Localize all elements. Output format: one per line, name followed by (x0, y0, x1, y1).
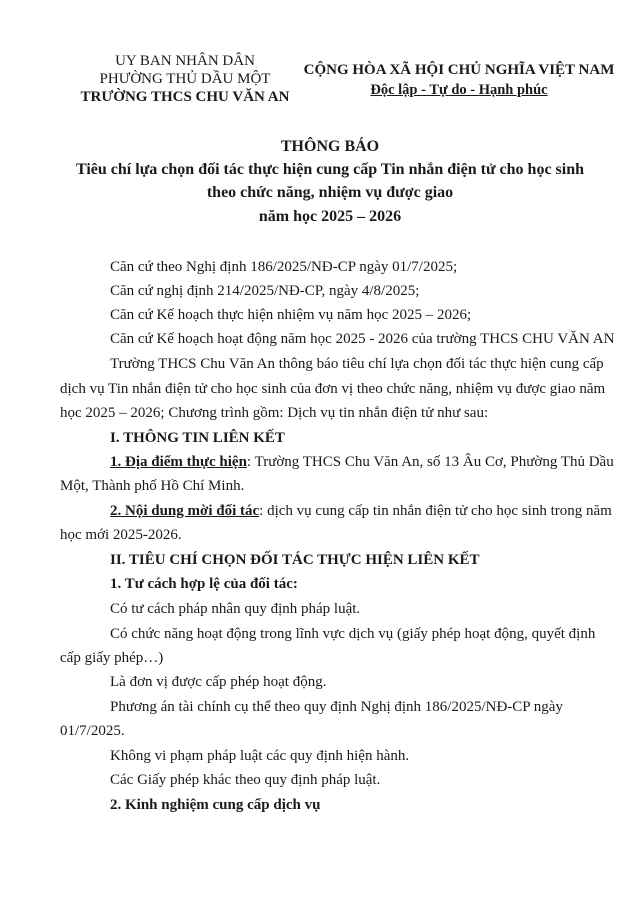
doc-title: THÔNG BÁO (280, 138, 380, 155)
section-1-item-1-cont: Một, Thành phố Hồ Chí Minh. (60, 478, 245, 494)
section-1-item-2-cont: học mới 2025-2026. (60, 527, 182, 543)
section-1-heading: I. THÔNG TIN LIÊN KẾT (110, 430, 285, 446)
criterion-1: Có tư cách pháp nhân quy định pháp luật. (110, 601, 361, 617)
doc-subtitle-3: năm học 2025 – 2026 (258, 208, 402, 225)
section-2-sub-2: 2. Kinh nghiệm cung cấp dịch vụ (110, 797, 321, 813)
criterion-6: Các Giấy phép khác theo quy định pháp luật. (110, 772, 381, 788)
nation-name: CỘNG HÒA XÃ HỘI CHỦ NGHĨA VIỆT NAM (303, 62, 615, 78)
section-1-item-1 (110, 450, 614, 474)
section-2-heading: II. TIÊU CHÍ CHỌN ĐỐI TÁC THỰC HIỆN LIÊN KẾT (110, 552, 480, 568)
criterion-3: Là đơn vị được cấp phép hoạt động. (110, 674, 327, 690)
item-1-label: 1. Địa điểm thực hiện (110, 454, 247, 470)
authority-line-2: PHƯỜNG THỦ DẦU MỘT (99, 71, 271, 87)
basis-2: Căn cứ nghị định 214/2025/NĐ-CP, ngày 4/8/2025; (110, 283, 420, 299)
national-motto: Độc lập - Tự do - Hạnh phúc (370, 82, 548, 98)
issuing-authority (60, 52, 310, 106)
intro-line-1: Trường THCS Chu Văn An thông báo tiêu chí lựa chọn đối tác thực hiện cung cấp (110, 356, 604, 372)
intro-line-3: học 2025 – 2026; Chương trình gồm: Dịch vụ tin nhắn điện tử như sau: (60, 405, 489, 421)
criterion-2: Có chức năng hoạt động trong lĩnh vực dịch vụ (giấy phép hoạt động, quyết định (110, 626, 596, 642)
school-name: TRƯỜNG THCS CHU VĂN AN (80, 89, 290, 105)
doc-subtitle-2: theo chức năng, nhiệm vụ được giao (206, 184, 454, 201)
item-2-text: : dịch vụ cung cấp tin nhắn điện tử cho học sinh trong năm (259, 503, 612, 519)
intro-line-2: dịch vụ Tin nhắn điện tử cho học sinh của đơn vị theo chức năng, nhiệm vụ được giao năm (60, 381, 606, 397)
authority-line-1: UY BAN NHÂN DÂN (115, 53, 255, 69)
basis-4: Căn cứ Kế hoạch hoạt động năm học 2025 - 2026 của trường THCS CHU VĂN AN (110, 331, 615, 347)
section-1-item-2 (110, 499, 612, 523)
basis-3: Căn cứ Kế hoạch thực hiện nhiệm vụ năm học 2025 – 2026; (110, 307, 472, 323)
doc-subtitle-1: Tiêu chí lựa chọn đối tác thực hiện cung cấp Tin nhắn điện tử cho học sinh (75, 161, 585, 178)
basis-1: Căn cứ theo Nghị định 186/2025/NĐ-CP ngày 01/7/2025; (110, 259, 458, 275)
criterion-4: Phương án tài chính cụ thể theo quy định Nghị định 186/2025/NĐ-CP ngày (110, 699, 563, 715)
criterion-4-cont: 01/7/2025. (60, 723, 125, 739)
national-header (300, 60, 618, 100)
criterion-2-cont: cấp giấy phép…) (60, 650, 164, 666)
criterion-5: Không vi phạm pháp luật các quy định hiện hành. (110, 748, 410, 764)
item-1-text: : Trường THCS Chu Văn An, số 13 Âu Cơ, Phường Thủ Dầu (246, 454, 614, 470)
item-2-label: 2. Nội dung mời đối tác (110, 503, 260, 519)
section-2-sub-1: 1. Tư cách hợp lệ của đối tác: (110, 576, 298, 592)
